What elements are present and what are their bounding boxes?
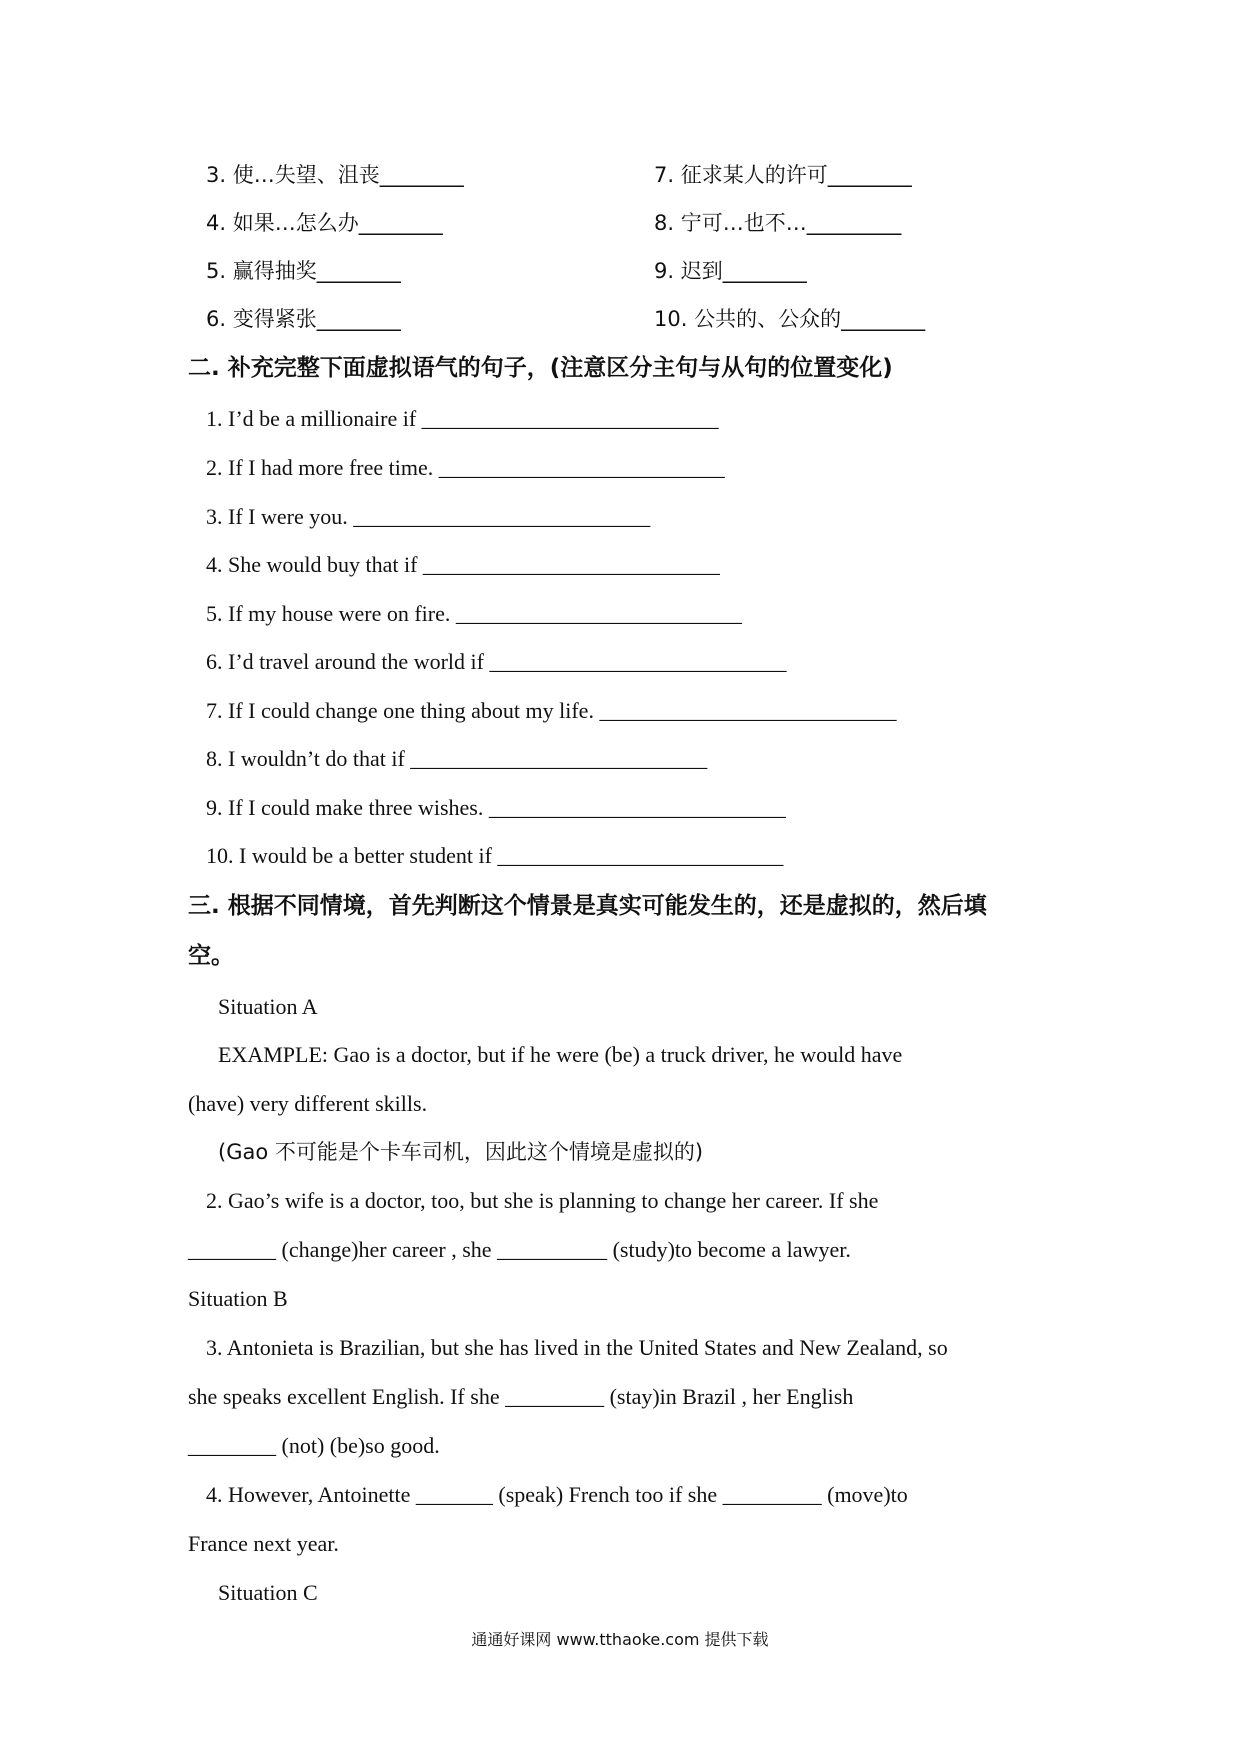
question-2-line-1: 2. Gao’s wife is a doctor, too, but she is planning to change her career. If she [206, 1188, 879, 1213]
vocab-item-9: 9. 迟到________ [654, 259, 807, 283]
section2-item-8: 8. I wouldn’t do that if ___________________________ [206, 746, 708, 771]
vocab-item-4: 4. 如果…怎么办________ [206, 211, 443, 235]
situation-c-label: Situation C [218, 1580, 318, 1605]
section2-item-3: 3. If I were you. ___________________________ [206, 504, 651, 529]
vocab-item-3: 3. 使…失望、沮丧________ [206, 163, 464, 187]
section2-item-1: 1. I’d be a millionaire if ___________________________ [206, 406, 719, 431]
example-note: (Gao 不可能是个卡车司机，因此这个情境是虚拟的) [218, 1140, 704, 1164]
vocab-item-5: 5. 赢得抽奖________ [206, 259, 401, 283]
section2-item-4: 4. She would buy that if ___________________________ [206, 552, 720, 577]
vocab-item-6: 6. 变得紧张________ [206, 307, 401, 331]
section2-item-10: 10. I would be a better student if __________________________ [206, 843, 784, 868]
section2-item-2: 2. If I had more free time. __________________________ [206, 455, 725, 480]
question-3-line-3: ________ (not) (be)so good. [188, 1433, 440, 1458]
example-line-2: (have) very different skills. [188, 1091, 428, 1116]
question-4-line-1: 4. However, Antoinette _______ (speak) French too if she _________ (move)to [206, 1482, 908, 1507]
vocab-item-10: 10. 公共的、公众的________ [654, 307, 926, 331]
question-3-line-2: she speaks excellent English. If she _________ (stay)in Brazil , her English [188, 1384, 854, 1409]
section2-item-5: 5. If my house were on fire. __________________________ [206, 601, 742, 626]
example-line-1: EXAMPLE: Gao is a doctor, but if he were (be) a truck driver, he would have [218, 1042, 903, 1067]
section2-item-6: 6. I’d travel around the world if ___________________________ [206, 649, 787, 674]
section3-heading: 三. 根据不同情境，首先判断这个情景是真实可能发生的，还是虚拟的，然后填 [188, 893, 987, 919]
question-3-line-1: 3. Antonieta is Brazilian, but she has lived in the United States and New Zealand, so [206, 1335, 948, 1360]
question-4-line-2: France next year. [188, 1531, 339, 1556]
section2-item-7: 7. If I could change one thing about my life. ___________________________ [206, 698, 897, 723]
vocab-item-8: 8. 宁可…也不…_________ [654, 211, 902, 235]
page-footer: 通通好课网 www.tthaoke.com 提供下载 [471, 1630, 769, 1649]
section2-item-9: 9. If I could make three wishes. ___________________________ [206, 795, 786, 820]
section3-heading-cont: 空。 [188, 943, 234, 969]
situation-a-label: Situation A [218, 994, 318, 1019]
situation-b-label: Situation B [188, 1286, 288, 1311]
vocab-item-7: 7. 征求某人的许可________ [654, 163, 912, 187]
section2-heading: 二. 补充完整下面虚拟语气的句子，(注意区分主句与从句的位置变化) [188, 355, 893, 381]
question-2-line-2: ________ (change)her career , she __________ (study)to become a lawyer. [188, 1237, 851, 1262]
